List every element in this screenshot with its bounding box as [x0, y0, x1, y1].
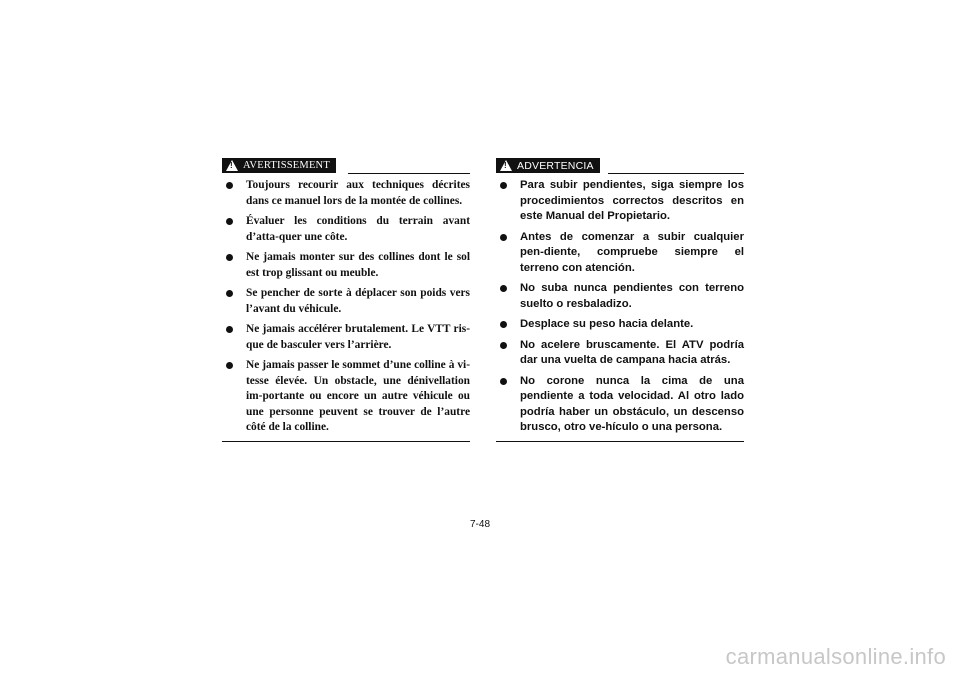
warning-list	[222, 178, 470, 436]
bullet-icon	[226, 182, 233, 189]
warning-item	[222, 178, 470, 209]
warning-badge-label: AVERTISSEMENT	[243, 160, 330, 171]
warning-box-french	[222, 158, 470, 442]
warning-header	[496, 158, 744, 176]
page-number: 7-48	[469, 519, 490, 530]
warning-item-text: Toujours recourir aux techniques décrites dans ce manuel lors de la montée de collines.	[246, 179, 470, 207]
warning-list	[496, 178, 744, 436]
warning-item-text: Évaluer les conditions du terrain avant d’atta-quer une côte.	[246, 215, 470, 243]
bullet-icon	[226, 254, 233, 261]
warning-triangle-icon	[226, 160, 238, 171]
warning-item-text: Para subir pendientes, siga siempre los procedimientos correctos descritos en este Manual del Propietario.	[520, 179, 744, 222]
warning-box-spanish	[496, 158, 744, 442]
warning-item-text: Ne jamais accélérer brutalement. Le VTT ris-que de basculer vers l’arrière.	[246, 323, 470, 351]
warning-item	[222, 358, 470, 436]
warning-item	[496, 317, 744, 333]
bullet-icon	[500, 321, 507, 328]
warning-item	[496, 374, 744, 436]
footer-rule	[496, 441, 744, 442]
watermark: carmanualsonline.info	[725, 644, 946, 669]
header-rule	[608, 173, 744, 174]
warning-triangle-icon	[500, 160, 512, 171]
bullet-icon	[226, 218, 233, 225]
warning-item	[496, 230, 744, 277]
bullet-icon	[226, 362, 233, 369]
warning-item-text: Desplace su peso hacia delante.	[520, 318, 694, 330]
warning-item-text: Ne jamais monter sur des collines dont le sol est trop glissant ou meuble.	[246, 251, 470, 279]
bullet-icon	[226, 290, 233, 297]
bullet-icon	[500, 285, 507, 292]
warning-item-text: No corone nunca la cima de una pendiente a toda velocidad. Al otro lado podría haber un obstáculo, un descenso brusco, otro ve-hículo o una persona.	[520, 374, 744, 433]
bullet-icon	[226, 326, 233, 333]
warning-item	[222, 322, 470, 353]
warning-badge	[496, 158, 600, 173]
warning-item	[496, 178, 744, 225]
bullet-icon	[500, 182, 507, 189]
warning-item	[222, 214, 470, 245]
warning-header	[222, 158, 470, 176]
warning-item-text: Ne jamais passer le sommet d’une colline à vi-tesse élevée. Un obstacle, une dénivellation im-portante ou encore un autre véhicule ou une personne peuvent se trouver de l’autre côté de la colline.	[246, 359, 470, 433]
warning-badge	[222, 158, 336, 173]
warning-item	[496, 281, 744, 312]
warning-item-text: No suba nunca pendientes con terreno suelto o resbaladizo.	[520, 282, 744, 310]
warning-item	[222, 250, 470, 281]
bullet-icon	[500, 234, 507, 241]
bullet-icon	[500, 342, 507, 349]
bullet-icon	[500, 378, 507, 385]
warning-item-text: No acelere bruscamente. El ATV podría dar una vuelta de campana hacia atrás.	[520, 338, 744, 366]
warning-item	[496, 338, 744, 369]
warning-item-text: Antes de comenzar a subir cualquier pen-diente, compruebe siempre el terreno con atención.	[520, 230, 744, 274]
footer-rule	[222, 441, 470, 442]
warning-badge-label: ADVERTENCIA	[517, 159, 594, 172]
warning-item	[222, 286, 470, 317]
header-rule	[348, 173, 470, 174]
warning-item-text: Se pencher de sorte à déplacer son poids vers l’avant du véhicule.	[246, 287, 470, 315]
